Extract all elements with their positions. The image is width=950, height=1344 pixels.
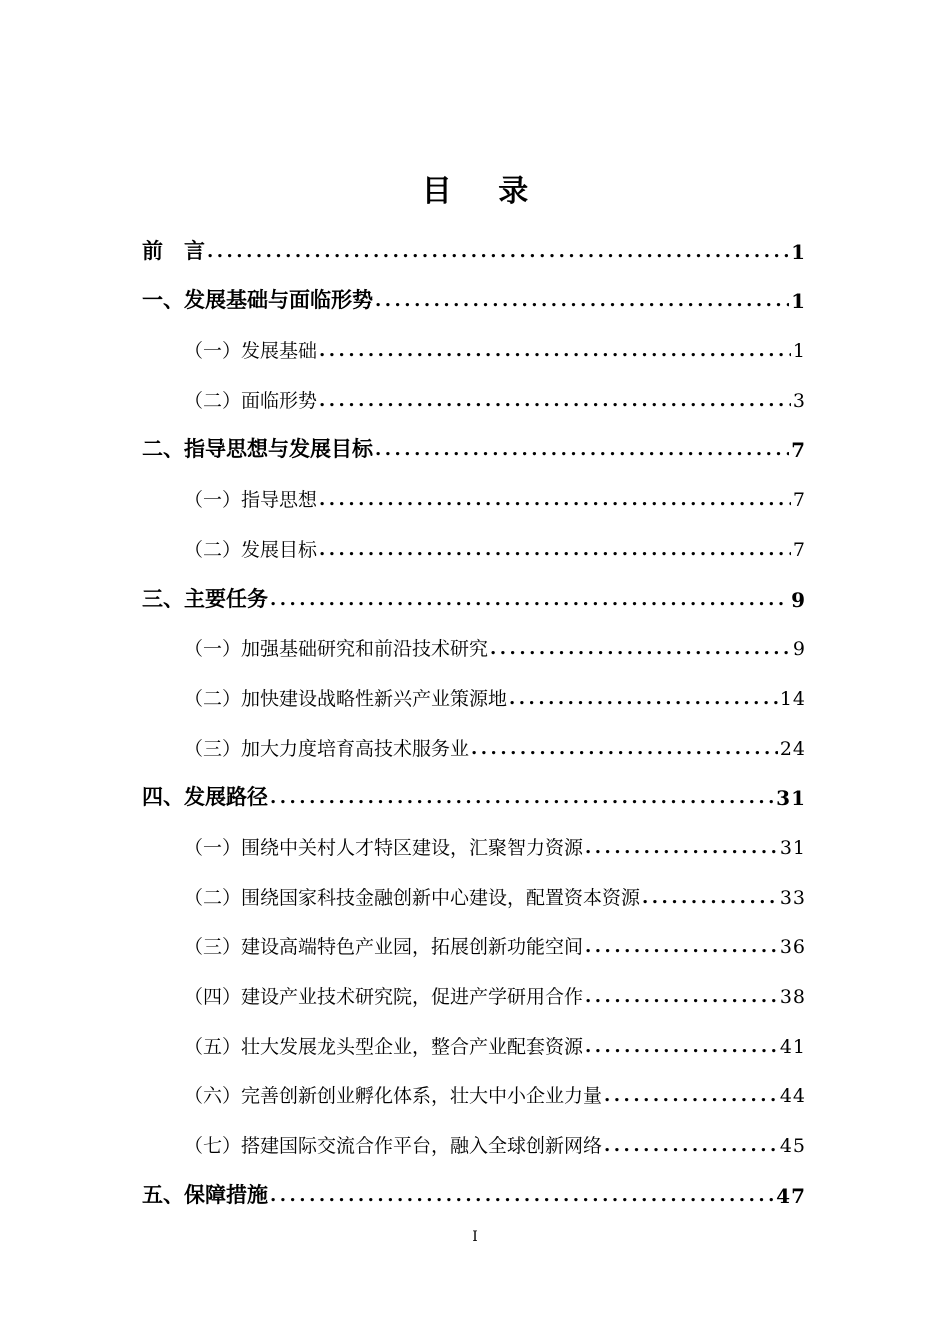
toc-entry-label: （一）围绕中关村人才特区建设，汇聚智力资源 [184, 836, 584, 859]
toc-entry-subsection[interactable] [142, 1108, 806, 1158]
dot-leader [375, 441, 789, 462]
toc-page-number: 36 [779, 936, 806, 959]
dot-leader [270, 1187, 774, 1208]
toc-page-number: 9 [792, 638, 806, 661]
toc-entry-subsection[interactable] [142, 711, 806, 761]
toc-page-number: 1 [791, 289, 806, 314]
toc-entry-label: 四、发展路径 [142, 785, 268, 810]
dot-leader [585, 1038, 778, 1059]
dot-leader [319, 541, 791, 562]
dot-leader [207, 243, 789, 264]
toc-entry-label: 三、主要任务 [142, 586, 268, 611]
toc-page-number: 24 [779, 737, 806, 760]
toc-entry-preface[interactable] [142, 214, 806, 264]
table-of-contents [142, 214, 806, 1208]
toc-entry-subsection[interactable] [142, 462, 806, 512]
dot-leader [319, 392, 791, 413]
footer-page-number: I [472, 1229, 478, 1245]
toc-page-number: 9 [791, 587, 806, 612]
toc-page-number: 41 [779, 1035, 806, 1058]
toc-entry-label: （七）搭建国际交流合作平台，融入全球创新网络 [184, 1135, 603, 1158]
toc-entry-label: （一）发展基础 [184, 340, 318, 363]
dot-leader [585, 938, 778, 959]
toc-entry-subsection[interactable] [142, 810, 806, 860]
dot-leader [642, 889, 778, 910]
toc-page-number: 38 [779, 986, 806, 1008]
toc-page-number: 44 [779, 1085, 806, 1108]
toc-entry-section-2[interactable] [142, 413, 806, 463]
toc-entry-section-3[interactable] [142, 562, 806, 612]
toc-page-number: 31 [776, 786, 806, 811]
toc-page-number: 45 [779, 1135, 806, 1158]
dot-leader [585, 839, 778, 860]
toc-entry-section-5[interactable] [142, 1158, 806, 1208]
toc-page-number: 33 [779, 886, 806, 909]
toc-entry-section-4[interactable] [142, 761, 806, 811]
dot-leader [509, 690, 778, 711]
toc-entry-subsection[interactable] [142, 512, 806, 562]
toc-entry-section-1[interactable] [142, 264, 806, 314]
dot-leader [585, 988, 778, 1009]
toc-page-number: 47 [776, 1183, 806, 1208]
dot-leader [270, 789, 774, 810]
toc-page-number: 31 [779, 836, 806, 859]
toc-entry-label: （五）壮大发展龙头型企业，整合产业配套资源 [184, 1035, 584, 1058]
toc-entry-subsection[interactable] [142, 363, 806, 413]
dot-leader [319, 342, 791, 363]
toc-entry-label: （二）发展目标 [184, 538, 318, 561]
toc-entry-subsection[interactable] [142, 1009, 806, 1059]
toc-entry-subsection[interactable] [142, 1059, 806, 1109]
toc-entry-label: （三）加大力度培育高技术服务业 [184, 737, 470, 760]
toc-entry-label: （六）完善创新创业孵化体系，壮大中小企业力量 [184, 1085, 603, 1108]
dot-leader [490, 640, 791, 661]
toc-entry-label: （一）指导思想 [184, 489, 318, 512]
toc-entry-label: （二）面临形势 [184, 389, 318, 412]
dot-leader [604, 1087, 778, 1108]
toc-entry-subsection[interactable] [142, 661, 806, 711]
dot-leader [604, 1137, 778, 1158]
toc-entry-label: 前 言 [142, 238, 205, 263]
dot-leader [471, 740, 778, 761]
toc-page-number: 7 [792, 489, 806, 512]
dot-leader [270, 591, 789, 612]
toc-page-number: 1 [792, 340, 806, 363]
toc-entry-label: 一、发展基础与面临形势 [142, 288, 373, 313]
toc-page-number: 14 [779, 687, 806, 710]
toc-entry-subsection[interactable] [142, 612, 806, 662]
toc-page-number: 7 [792, 538, 806, 561]
toc-entry-label: 五、保障措施 [142, 1182, 268, 1207]
toc-entry-label: （二）围绕国家科技金融创新中心建设，配置资本资源 [184, 886, 641, 909]
toc-entry-subsection[interactable] [142, 910, 806, 960]
toc-page-number: 7 [791, 438, 806, 463]
toc-page-number: 1 [791, 239, 806, 264]
toc-entry-subsection[interactable] [142, 860, 806, 910]
toc-entry-label: （一）加强基础研究和前沿技术研究 [184, 638, 489, 661]
toc-entry-label: 二、指导思想与发展目标 [142, 437, 373, 462]
toc-entry-subsection[interactable] [142, 959, 806, 1009]
dot-leader [319, 491, 791, 512]
dot-leader [375, 292, 789, 313]
toc-entry-label: （四）建设产业技术研究院，促进产学研用合作 [184, 986, 584, 1008]
page-title: 目 录 [421, 174, 547, 209]
toc-entry-subsection[interactable] [142, 313, 806, 363]
toc-entry-label: （三）建设高端特色产业园，拓展创新功能空间 [184, 936, 584, 959]
toc-entry-label: （二）加快建设战略性新兴产业策源地 [184, 687, 508, 710]
toc-page-number: 3 [792, 389, 806, 412]
